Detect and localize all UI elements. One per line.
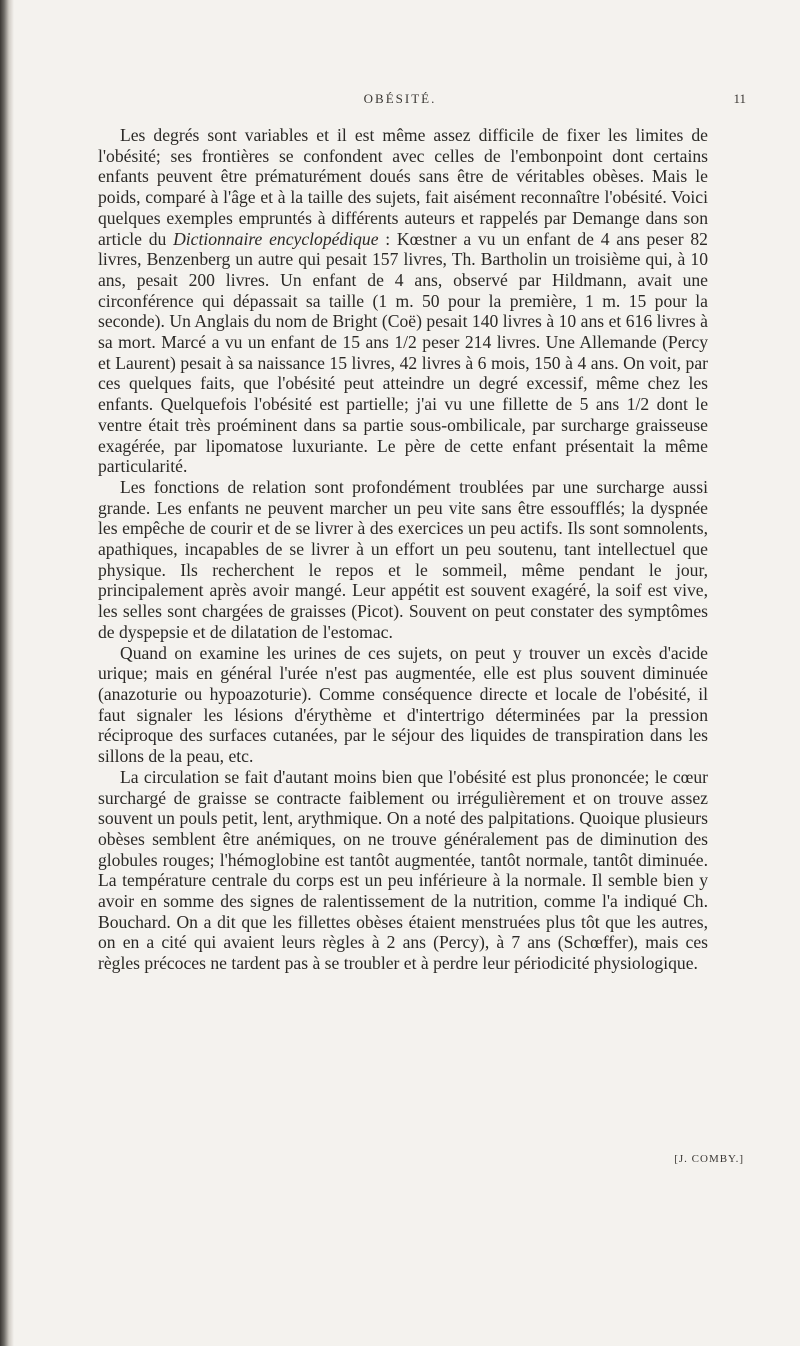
paragraph-1-text-after: : Kœstner a vu un enfant de 4 ans peser 82 livres, Benzenberg un autre qui pesait 157 livres, Th. Bartholin un troisième qui, à 10 ans, pesait 200 livres. Un enfant de 4 ans, observé par Hildmann, avait une circonférence qui dépassait sa taille (1 m. 50 pour la première, 1 m. 15 pour la seconde). Un Anglais du nom de Bright (Coë) pesait 140 livres à 10 ans et 616 livres à sa mort. Marcé a vu un enfant de 15 ans 1/2 peser 214 livres. Une Allemande (Percy et Laurent) pesait à sa naissance 15 livres, 42 livres à 6 mois, 150 à 4 ans. On voit, par ces quelques faits, que l'obésité peut atteindre un degré excessif, même chez les enfants. Quelquefois l'obésité est partielle; j'ai vu une fillette de 5 ans 1/2 dont le ventre était très proéminent dans sa partie sous-ombilicale, par surcharge graisseuse exagérée, par lipomatose luxuriante. Le père de cette enfant présentait la même particularité. [98, 228, 708, 477]
body-text [98, 125, 708, 974]
paragraph-1 [98, 125, 708, 477]
author-credit: [J. COMBY.] [674, 1153, 744, 1165]
paragraph-3: Quand on examine les urines de ces sujets, on peut y trouver un excès d'acide urique; mais en général l'urée n'est pas augmentée, elle est plus souvent diminuée (anazoturie ou hypoazoturie). Comme conséquence directe et locale de l'obésité, il faut signaler les lésions d'érythème et d'intertrigo déterminées par la pression réciproque des surfaces cutanées, par le séjour des liquides de transpiration dans les sillons de la peau, etc. [98, 642, 708, 767]
running-head [0, 91, 800, 111]
page-number: 11 [733, 91, 746, 106]
dictionary-title: Dictionnaire encyclopédique [173, 228, 379, 249]
paragraph-2: Les fonctions de relation sont profondément troublées par une surcharge aussi grande. Les enfants ne peuvent marcher un peu vite sans être essoufflés; la dyspnée les empêche de courir et de se livrer à des exercices un peu actifs. Ils sont somnolents, apathiques, incapables de se livrer à un effort un peu soutenu, tant intellectuel que physique. Ils recherchent le repos et le sommeil, même pendant le jour, principalement après avoir mangé. Leur appétit est souvent exagéré, la soif est vive, les selles sont chargées de graisses (Picot). Souvent on peut constater des symptômes de dyspepsie et de dilatation de l'estomac. [98, 476, 708, 642]
running-title: OBÉSITÉ. [363, 91, 437, 106]
paragraph-4: La circulation se fait d'autant moins bien que l'obésité est plus prononcée; le cœur surchargé de graisse se contracte faiblement ou irrégulièrement et on trouve assez souvent un pouls petit, lent, arythmique. On a noté des palpitations. Quoique plusieurs obèses semblent être anémiques, on ne trouve généralement pas de diminution des globules rouges; l'hémoglobine est tantôt augmentée, tantôt normale, tantôt diminuée. La température centrale du corps est un peu inférieure à la normale. Il semble bien y avoir en somme des signes de ralentissement de la nutrition, comme l'a indiqué Ch. Bouchard. On a dit que les fillettes obèses étaient menstruées plus tôt que les autres, on en a cité qui avaient leurs règles à 2 ans (Percy), à 7 ans (Schœffer), mais ces règles précoces ne tardent pas à se troubler et à perdre leur périodicité physiologique. [98, 766, 708, 974]
paragraph-1-text-before: Les degrés sont variables et il est même assez difficile de fixer les limites de l'obésité; ses frontières se confondent avec celles de l'embonpoint dont certains enfants peuvent être prématurément doués sans être de véritables obèses. Mais le poids, comparé à l'âge et à la taille des sujets, fait aisément reconnaître l'obésité. Voici quelques exemples empruntés à différents auteurs et rappelés par Demange dans son article du [98, 125, 708, 249]
